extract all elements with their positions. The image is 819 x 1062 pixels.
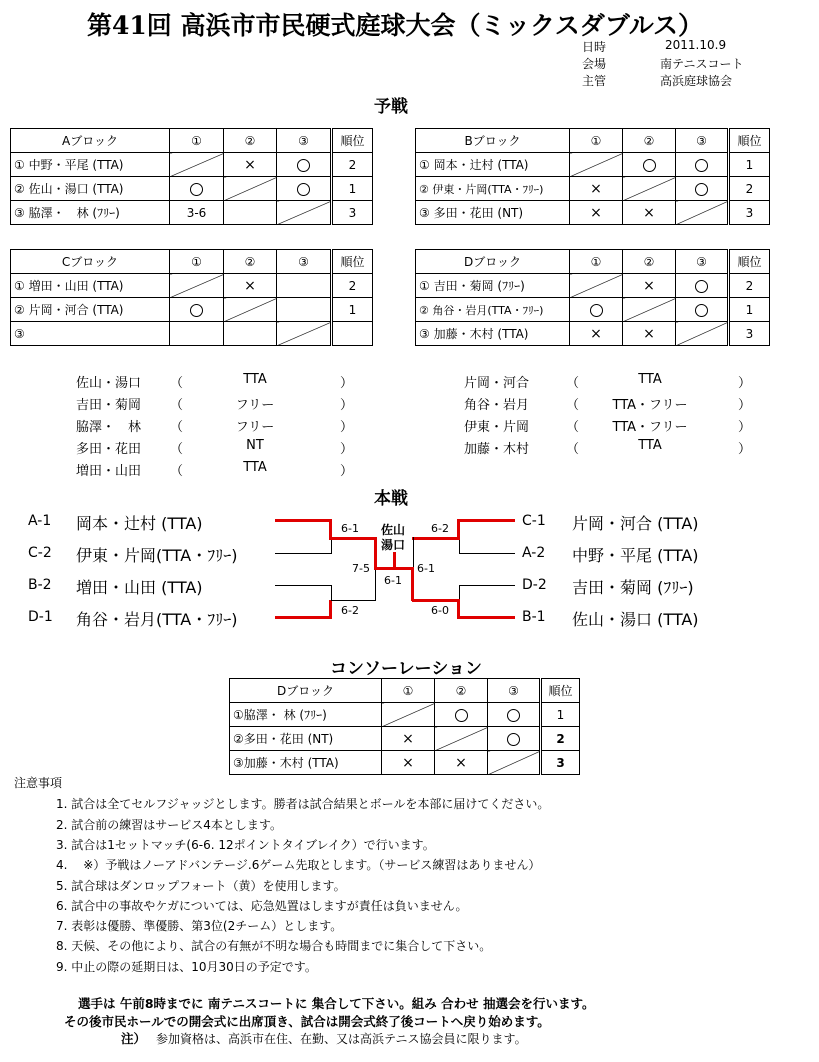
result-cell: × <box>382 751 435 775</box>
seed-label: C-2 <box>28 545 52 561</box>
diagonal-cell <box>382 703 435 727</box>
bracket-team: 中野・平尾 (TTA) <box>572 546 699 565</box>
pair-name: 増田・山田 <box>76 464 142 479</box>
result-cell <box>224 201 277 225</box>
result-cell <box>277 274 332 298</box>
col-header: ② <box>224 250 277 274</box>
rank-cell: 1 <box>332 298 373 322</box>
pair-name: 脇澤・ 林 <box>76 420 142 435</box>
col-header: ③ <box>488 679 541 703</box>
diagonal-cell <box>435 727 488 751</box>
pair-close-paren: ） <box>340 464 354 479</box>
team-cell: ① 吉田・菊岡 (ﾌﾘｰ) <box>416 274 570 298</box>
pair-open-paren: （ <box>566 376 580 391</box>
seed-label: D-1 <box>28 609 53 625</box>
bracket-line-winner <box>411 569 414 601</box>
info-date-value: 2011.10.9 <box>665 38 727 52</box>
col-header: ③ <box>277 129 332 153</box>
info-venue-value: 南テニスコート <box>660 57 744 71</box>
pair-close-paren: ） <box>738 398 752 413</box>
score-label: 6-0 <box>431 604 449 617</box>
rank-cell: 3 <box>729 201 770 225</box>
pair-close-paren: ） <box>340 442 354 457</box>
bracket-line-winner <box>329 537 376 540</box>
pair-name: 加藤・木村 <box>464 442 530 457</box>
pair-name: 吉田・菊岡 <box>76 398 142 413</box>
circle-mark <box>695 159 708 172</box>
pair-club: TTA <box>243 460 267 475</box>
diagonal-cell <box>170 153 224 177</box>
circle-mark <box>695 304 708 317</box>
diagonal-cell <box>570 274 623 298</box>
block-name: Dブロック <box>416 250 570 274</box>
result-cell <box>676 153 729 177</box>
bracket-line-winner <box>412 537 460 540</box>
col-header: ③ <box>277 250 332 274</box>
col-header: ② <box>623 129 676 153</box>
result-cell: × <box>435 751 488 775</box>
result-cell <box>623 153 676 177</box>
pair-club: TTA <box>243 372 267 387</box>
result-cell <box>435 703 488 727</box>
rank-cell: 2 <box>332 274 373 298</box>
pair-close-paren: ） <box>738 442 752 457</box>
rank-cell: 2 <box>729 274 770 298</box>
col-header: ① <box>170 129 224 153</box>
bracket-line-winner <box>275 519 331 522</box>
bracket-line <box>375 569 376 601</box>
consolation-table <box>229 678 580 775</box>
result-cell <box>488 703 541 727</box>
col-header: 順位 <box>332 250 373 274</box>
diagonal-cell <box>224 298 277 322</box>
pair-close-paren: ） <box>340 376 354 391</box>
bracket-line-winner <box>275 616 331 619</box>
circle-mark <box>297 183 310 196</box>
pair-open-paren: （ <box>566 420 580 435</box>
pair-name: 角谷・岩月 <box>464 398 530 413</box>
team-cell: ③加藤・木村 (TTA) <box>230 751 382 775</box>
result-cell: × <box>623 201 676 225</box>
diagonal-cell <box>570 153 623 177</box>
diagonal-cell <box>676 201 729 225</box>
bracket-team: 岡本・辻村 (TTA) <box>76 514 203 533</box>
col-header: 順位 <box>729 250 770 274</box>
seed-label: C-1 <box>522 513 546 529</box>
ceremony-note: その後市民ホールでの開会式に出席頂き、試合は開会式終了後コートへ戻り始めます。 <box>64 1014 550 1029</box>
circle-mark <box>695 280 708 293</box>
diagonal-cell <box>224 177 277 201</box>
note-item: 5. 試合球はダンロップフォート（黄）を使用します。 <box>56 879 346 893</box>
note-item: 8. 天候、その他により、試合の有無が不明な場合も時間までに集合して下さい。 <box>56 939 492 953</box>
page-title: 第41回 高浜市市民硬式庭球大会（ミックスダブルス） <box>87 11 703 40</box>
bracket-line-final <box>393 552 396 569</box>
result-cell: × <box>224 274 277 298</box>
pair-club: フリー <box>235 398 275 413</box>
team-cell: ② 角谷・岩月(TTA・ﾌﾘｰ) <box>416 298 570 322</box>
circle-mark <box>507 709 520 722</box>
pair-club: TTA <box>638 438 662 453</box>
bracket-line <box>331 600 375 601</box>
assembly-note: 選手は 午前8時までに 南テニスコートに 集合して下さい。組み 合わせ 抽選会を行います。 <box>78 996 595 1011</box>
circle-mark <box>297 159 310 172</box>
result-cell: 3-6 <box>170 201 224 225</box>
block-d-table <box>415 249 770 346</box>
team-cell: ③ 多田・花田 (NT) <box>416 201 570 225</box>
team-cell: ① 岡本・辻村 (TTA) <box>416 153 570 177</box>
bracket-line <box>275 585 331 586</box>
info-host-value: 高浜庭球協会 <box>660 74 733 88</box>
col-header: ① <box>170 250 224 274</box>
result-cell <box>224 322 277 346</box>
info-venue-label: 会場 <box>582 57 607 71</box>
team-cell: ②多田・花田 (NT) <box>230 727 382 751</box>
rank-cell: 1 <box>332 177 373 201</box>
note-item: 4. ※）予戦はノーアドバンテージ.6ゲーム先取とします。（サービス練習はありません） <box>56 858 541 872</box>
pair-close-paren: ） <box>738 376 752 391</box>
pair-club: TTA・フリー <box>612 398 688 413</box>
pair-open-paren: （ <box>566 442 580 457</box>
block-name: Bブロック <box>416 129 570 153</box>
pair-open-paren: （ <box>170 442 184 457</box>
diagonal-cell <box>277 201 332 225</box>
pair-open-paren: （ <box>170 420 184 435</box>
team-cell: ③ <box>11 322 170 346</box>
circle-mark <box>643 159 656 172</box>
rank-cell: 2 <box>541 727 580 751</box>
bracket-line-winner <box>457 519 460 538</box>
bracket-line <box>275 553 331 554</box>
rank-cell: 1 <box>541 703 580 727</box>
circle-mark <box>695 183 708 196</box>
pair-close-paren: ） <box>340 420 354 435</box>
rank-cell: 2 <box>729 177 770 201</box>
bracket-team: 伊東・片岡(TTA・ﾌﾘｰ) <box>76 546 238 565</box>
note-item: 1. 試合は全てセルフジャッジとします。勝者は試合結果とボールを本部に届けてください。 <box>56 797 550 811</box>
circle-mark <box>455 709 468 722</box>
consolation-heading: コンソーレーション <box>330 659 482 679</box>
eligibility-note: 参加資格は、高浜市在住、在勤、又は高浜テニス協会員に限ります。 <box>156 1032 527 1046</box>
bracket-team: 増田・山田 (TTA) <box>76 578 203 597</box>
result-cell: × <box>570 177 623 201</box>
team-cell: ①脇澤・ 林 (ﾌﾘｰ) <box>230 703 382 727</box>
team-cell: ③ 脇澤・ 林 (ﾌﾘｰ) <box>11 201 170 225</box>
block-b-table <box>415 128 770 225</box>
rank-cell: 3 <box>332 201 373 225</box>
result-cell <box>676 274 729 298</box>
team-cell: ③ 加藤・木村 (TTA) <box>416 322 570 346</box>
bracket-line <box>331 585 332 601</box>
diagonal-cell <box>623 177 676 201</box>
seed-label: A-2 <box>522 545 546 561</box>
champion-line2: 湯口 <box>381 538 406 552</box>
pair-open-paren: （ <box>170 398 184 413</box>
main-draw-heading: 本戦 <box>374 489 408 509</box>
seed-label: B-2 <box>28 577 52 593</box>
score-label: 7-5 <box>352 562 370 575</box>
note-item: 3. 試合は1セットマッチ(6-6. 12ポイントタイブレイク）で行います。 <box>56 838 435 852</box>
rank-cell: 3 <box>729 322 770 346</box>
col-header: ① <box>382 679 435 703</box>
seed-label: B-1 <box>522 609 546 625</box>
result-cell <box>488 727 541 751</box>
diagonal-cell <box>623 298 676 322</box>
block-name: Dブロック <box>230 679 382 703</box>
diagonal-cell <box>170 274 224 298</box>
score-label: 6-1 <box>384 574 402 587</box>
pair-open-paren: （ <box>566 398 580 413</box>
team-cell: ① 中野・平尾 (TTA) <box>11 153 170 177</box>
block-name: Aブロック <box>11 129 170 153</box>
col-header: 順位 <box>729 129 770 153</box>
score-label: 6-2 <box>341 604 359 617</box>
team-cell: ② 佐山・湯口 (TTA) <box>11 177 170 201</box>
bracket-line-winner <box>374 537 377 569</box>
col-header: ② <box>435 679 488 703</box>
rank-cell: 2 <box>332 153 373 177</box>
bracket-team: 吉田・菊岡 (ﾌﾘｰ) <box>572 578 694 597</box>
result-cell <box>676 177 729 201</box>
pair-open-paren: （ <box>170 376 184 391</box>
pair-open-paren: （ <box>170 464 184 479</box>
team-cell: ② 片岡・河合 (TTA) <box>11 298 170 322</box>
note-item: 7. 表彰は優勝、準優勝、第3位(2チーム）とします。 <box>56 919 343 933</box>
col-header: ① <box>570 129 623 153</box>
note-item: 6. 試合中の事故やケガについては、応急処置はしますが責任は負いません。 <box>56 899 468 913</box>
circle-mark <box>190 304 203 317</box>
score-label: 6-2 <box>431 522 449 535</box>
bracket-line <box>331 538 332 554</box>
result-cell <box>277 177 332 201</box>
rank-cell: 3 <box>541 751 580 775</box>
bracket-team: 佐山・湯口 (TTA) <box>572 610 699 629</box>
circle-mark <box>507 733 520 746</box>
circle-mark <box>190 183 203 196</box>
bracket-line-winner <box>329 519 332 538</box>
result-cell <box>170 177 224 201</box>
result-cell <box>170 322 224 346</box>
col-header: ② <box>224 129 277 153</box>
bracket-line-winner <box>459 616 515 619</box>
seed-label: A-1 <box>28 513 52 529</box>
preliminary-heading: 予戦 <box>374 97 408 117</box>
pair-club: TTA <box>638 372 662 387</box>
col-header: ② <box>623 250 676 274</box>
col-header: 順位 <box>541 679 580 703</box>
bracket-line <box>459 585 515 586</box>
block-c-table <box>10 249 373 346</box>
team-cell: ① 増田・山田 (TTA) <box>11 274 170 298</box>
pair-club: TTA・フリー <box>612 420 688 435</box>
pair-name: 伊東・片岡 <box>464 420 530 435</box>
bracket-line <box>413 537 414 569</box>
result-cell: × <box>623 322 676 346</box>
result-cell <box>277 298 332 322</box>
bracket-line-winner <box>459 519 515 522</box>
pair-name: 片岡・河合 <box>464 376 530 391</box>
rank-cell: 1 <box>729 153 770 177</box>
block-name: Cブロック <box>11 250 170 274</box>
score-label: 6-1 <box>341 522 359 535</box>
bracket-team: 角谷・岩月(TTA・ﾌﾘｰ) <box>76 610 238 629</box>
pair-close-paren: ） <box>738 420 752 435</box>
note-item: 2. 試合前の練習はサービス4本とします。 <box>56 818 282 832</box>
col-header: ③ <box>676 129 729 153</box>
result-cell <box>170 298 224 322</box>
result-cell: × <box>570 201 623 225</box>
champion-line1: 佐山 <box>381 523 406 537</box>
diagonal-cell <box>277 322 332 346</box>
pair-name: 佐山・湯口 <box>76 376 142 391</box>
eligibility-note-label: 注） <box>121 1031 147 1046</box>
pair-close-paren: ） <box>340 398 354 413</box>
diagonal-cell <box>488 751 541 775</box>
bracket-line-winner <box>412 599 460 602</box>
bracket-team: 片岡・河合 (TTA) <box>572 514 699 533</box>
pair-club: NT <box>246 438 264 453</box>
result-cell: × <box>570 322 623 346</box>
result-cell: × <box>224 153 277 177</box>
result-cell: × <box>382 727 435 751</box>
block-a-table <box>10 128 373 225</box>
team-cell: ② 伊東・片岡(TTA・ﾌﾘｰ) <box>416 177 570 201</box>
pair-club: フリー <box>235 420 275 435</box>
pair-name: 多田・花田 <box>76 442 142 457</box>
result-cell <box>277 153 332 177</box>
diagonal-cell <box>676 322 729 346</box>
col-header: ① <box>570 250 623 274</box>
result-cell <box>570 298 623 322</box>
col-header: 順位 <box>332 129 373 153</box>
score-label: 6-1 <box>417 562 435 575</box>
bracket-line <box>459 553 515 554</box>
info-date-label: 日時 <box>582 40 607 54</box>
note-item: 9. 中止の際の延期日は、10月30日の予定です。 <box>56 960 317 974</box>
info-host-label: 主管 <box>582 74 607 88</box>
result-cell: × <box>623 274 676 298</box>
rank-cell: 1 <box>729 298 770 322</box>
circle-mark <box>590 304 603 317</box>
seed-label: D-2 <box>522 577 547 593</box>
rank-cell <box>332 322 373 346</box>
notes-heading: 注意事項 <box>14 776 63 790</box>
col-header: ③ <box>676 250 729 274</box>
result-cell <box>676 298 729 322</box>
